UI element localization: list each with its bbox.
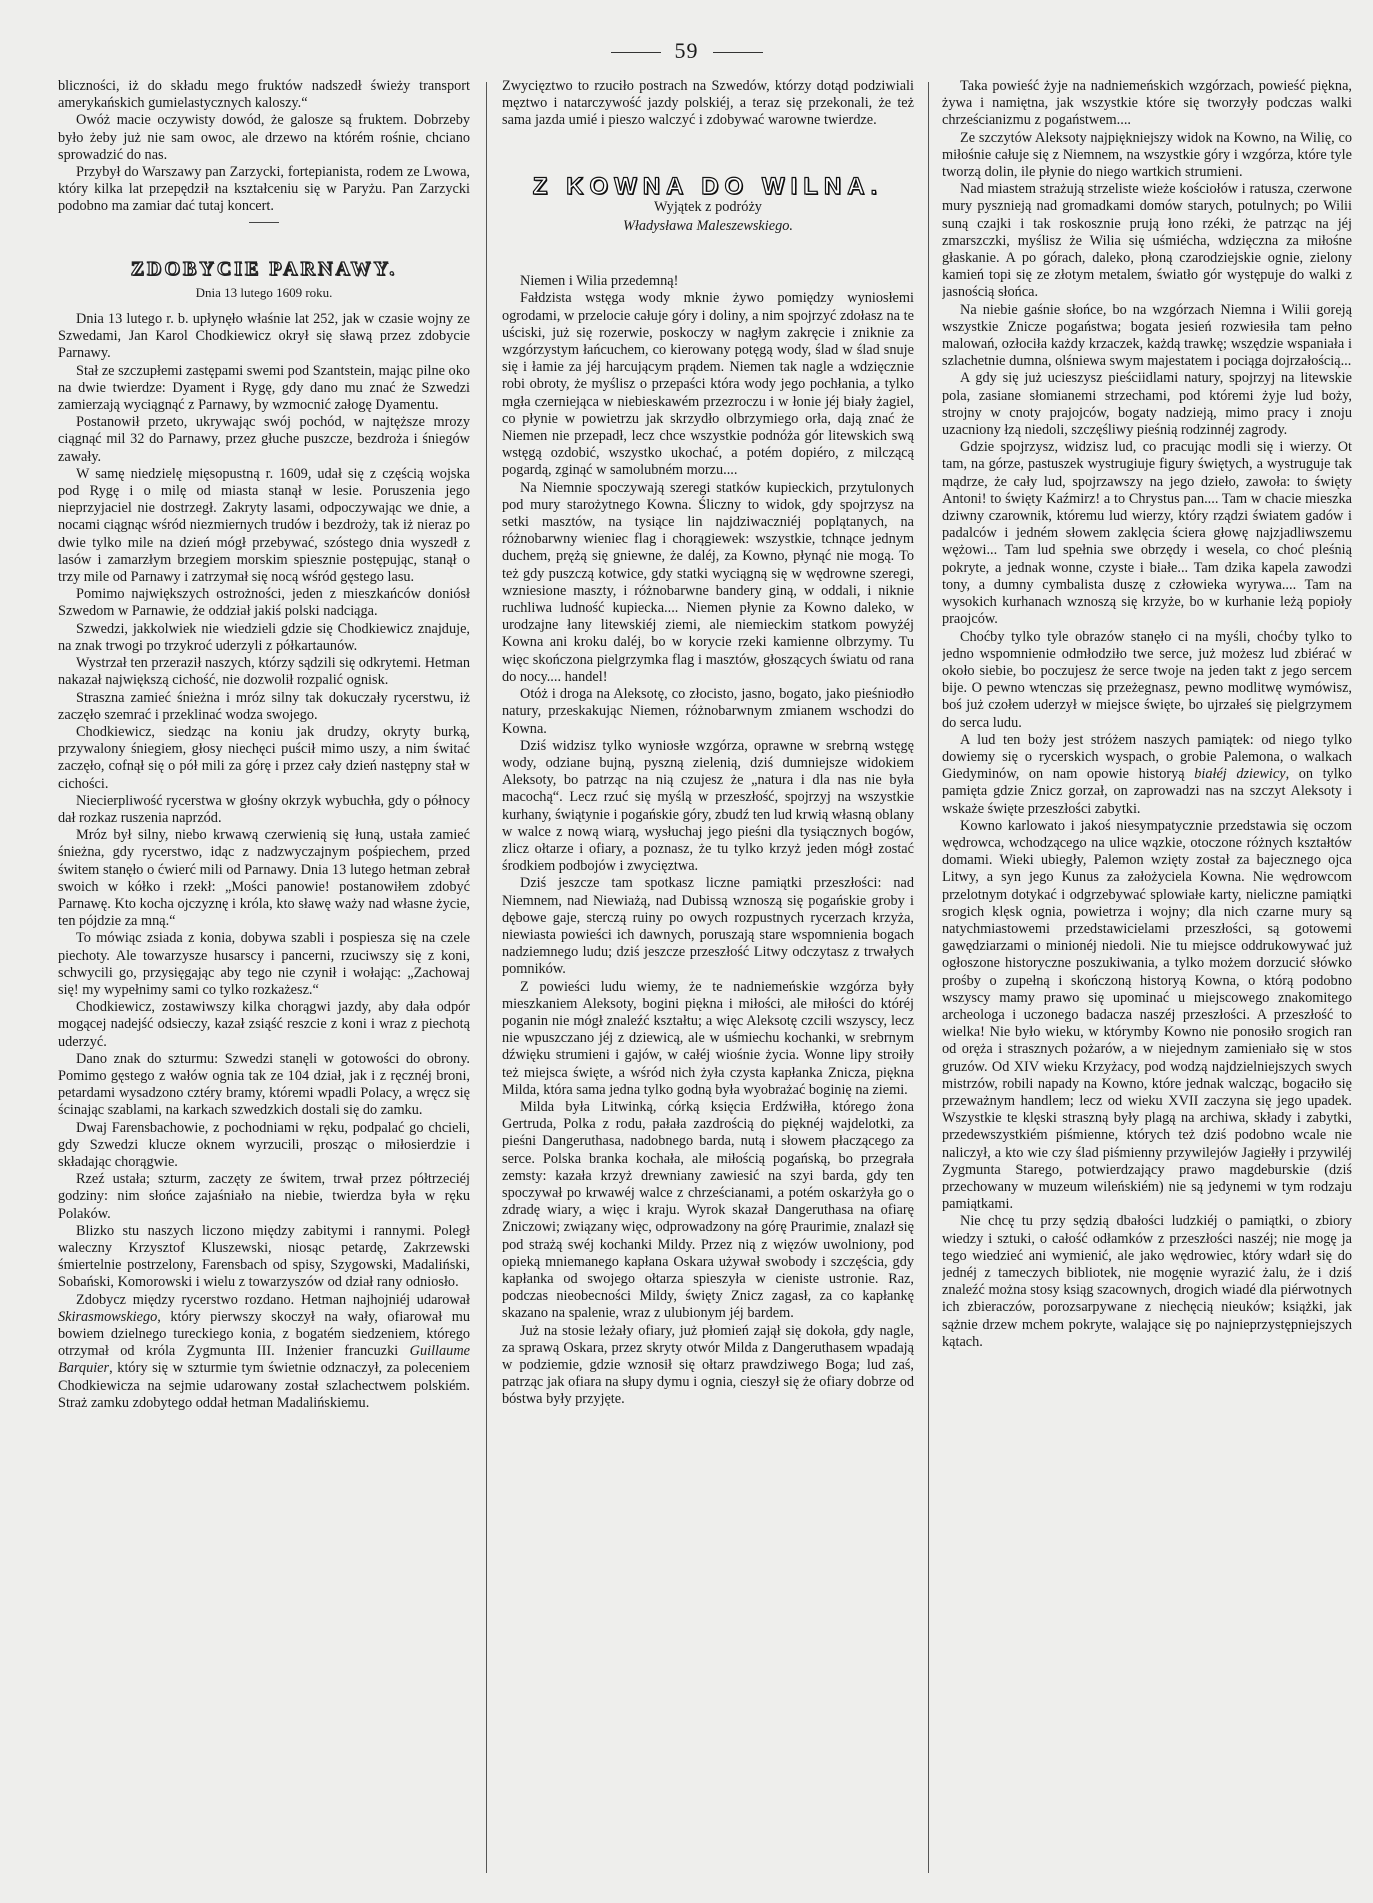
paragraph: Zwycięztwo to rzuciło postrach na Szwedów, którzy dotąd podziwiali męztwo i natarczywość jazdy polskiéj, a teraz się przekonali, że też sama jazda umié i pieszo walczyć i zdobywać warowne twierdze. (502, 78, 914, 129)
column-1 (58, 78, 470, 1883)
paragraph: Niecierpliwość rycerstwa w głośny okrzyk wybuchła, gdy o północy dał rozkaz ruszenia naprzód. (58, 792, 470, 826)
paragraph: Owóż macie oczywisty dowód, że galosze są fruktem. Dobrzeby było żeby już nie sam owoc, ale drzewo na którém rośnie, chciano sprowadzić do nas. (58, 112, 470, 163)
paragraph: Nie chcę tu przy sędzią dbałości ludzkiéj o pamiątki, o zbiory wiedzy i sztuki, o całość odłamków z przeszłości naszéj; nie mogę ja tego wiedzieć ani wymienić, ale jako wędrowiec, który wdarł się do jednéj z tameczych bibliotek, nie mogęnie wyrazić żalu, że i dziś znaleźć można stosy ksiąg szacownych, drogich wiadé dla piérwotnych ich zbieraczów, porozsarpywane z niechęcią nieuków; książki, jak sążnie drzew mchem pokryte, walające się po najnieprzystępniejszych kątach. (942, 1213, 1352, 1350)
paragraph (58, 1292, 470, 1412)
paragraph: Kowno karlowato i jakoś niesympatycznie przedstawia się oczom wędrowca, wchodzącego na ulice wązkie, otoczone różnych kształtów domami. Wieki ubiegły, Palemon wzięty został za bajecznego ojca Litwy, a syn jego Kunus za założyciela Kowna. Nie wędrowcom przelotnym dotykać i odgrzebywać splowiałe karty, nieliczne pamiątki srogich klęsk ognia, powietrza i wojny; dla nich czarne mury są natychmiastowemi przedstawicielami przeszłości, są gotowemi gawędziarzami o minionéj niedoli. Nie tu miejsce oddrukowywać już ogłoszone historyczne poszukiwania, a tylko możem dorzucić słówko prośby o zupełną i skończoną historyą Kowna, o którą podobno wszyscy mamy prawo się upominać u miejscowego znakomitego archeologa i uczonego badacza naszéj przeszłości. A przeszłość to wielka! Nie było wieku, w którymby Kowno nie ponosiło srogich ran od oręża i strasznych pożarów, a w niejednym zamieniało się w stos gruzów. Od XIV wieku Krzyżacy, pod wodzą najdzielniejszych swych mistrzów, robili napady na Kowno, które jednak walcząc, bogaciło się przeważnym handlem; lecz od wieku XVII zaczyna się jego upadek. Wszystkie te klęski straszną były plagą na archiwa, składy i zabytki, przedewszystkiém piśmienne, których też dziś podobno wcale nie naliczył, a kto wie czy ślad piśmienny przywilejów Jagiełły i przywiléj Zygmunta Starego, potwierdzający prawo magdeburskie (dziś przechowany w muzeum wileńskiém) nie są jedynemi w tym rodzaju pamiątkami. (942, 817, 1352, 1213)
paragraph: Blizko stu naszych liczono między zabitymi i rannymi. Poległ waleczny Krzysztof Kluszewski, niosąc petardę, Zakrzewski śmiertelnie postrzelony, Farensbach od spisy, Szygowski, Madaliński, Sobański, Komorowski i wielu z towarzyszów od dział rany odniosło. (58, 1222, 470, 1291)
italic-phrase: białéj dziewicy (1194, 766, 1286, 783)
separator-rule (249, 222, 279, 223)
paragraph: Niemen i Wilia przedemną! (520, 273, 679, 290)
page-number-rule-left (611, 52, 661, 53)
paragraph: Milda była Litwinką, córką księcia Erdźwiłła, którego żona Gertruda, Polka z rodu, pałała zazdrością do pięknéj wajdelotki, za pieśni Dangeruthasa, nadobnego barda, nutą i słowem płaczącego za serce. Polska branka kochała, ale miłością pogańską, bo przegrała zemsty: kazała krzyż drewniany zawiesić na szyi barda, gdy ten spoczywał po krwawéj walce z chrześcianami, a potém oskarżyła go o zdradę wiary, a więc i kraju. Wyrok skazał Dangeruthasa na ofiarę Zniczowi; związany więc, odprowadzony na górę Praurimie, znalazł się pod strażą swéj kochanki Mildy. Przez nią z więzów uwolniony, pod opieką mniemanego kapłana Oskara używał swobody i szczęścia, gdy kapłanka od swojego ołtarza spieszyła w cieniste ustronie. Raz, podczas nieobecności Mildy, święty Znicz zagasł, za co kapłankę skazano na spalenie, wraz z ulubionym jéj bardem. (502, 1098, 914, 1322)
paragraph: Postanowił przeto, ukrywając swój pochód, w najtęższe mrozy ciągnąć mil 32 do Parnawy, przez głuche puszcze, bezdroża i śniegów zawały. (58, 414, 470, 465)
paragraph: Na Niemnie spoczywają szeregi statków kupieckich, przytulonych pod mury starożytnego Kowna. Śliczny to widok, gdy spojrzysz na setki masztów, na tysiące lin najdziwaczniéj poplątanych, na różnobarwny wieniec flag i chorągiewek: wszystkie, tchnące jednym duchem, prężą się gniewne, że daléj, za Kowno, płynąć nie mogą. To też gdy puszczą kotwice, gdy statki wyciągną się w wędrowne szeregi, wzniesione maszty, i różnobarwne bandery giną, w oddali, i niknie ruchliwa ludność kupiecka.... Niemen płynie za Kowno daleko, w urodzajne łany litewskiéj ziemi, ale niemieckim statkom powyżéj Kowna ani kroku daléj, bo w korycie rzeki kamienne olbrzymy. Tu więc skończona pielgrzymka flag i masztów, głoszących światu od rana do nocy.... handel! (502, 479, 914, 685)
paragraph: Z powieści ludu wiemy, że te nadniemeńskie wzgórza były mieszkaniem Aleksoty, bogini piękna i miłości, ale miłości do któréj poganin nie mógł znaleźć kształtu; a więc Aleksotę czcili wszyscy, lecz nie wpuszczano jéj z dziewicą, ale w uśmiechu kochanki, w srebrnym dźwięku strumieni i gajów, w całéj wiośnie życia. Wonne lipy stroiły też miejsca święte, a wśród nich żyła czysta kapłanka Znicza, piękna Milda, która sama jedna tylko godną była wyobrażać boginię na ziemi. (502, 978, 914, 1098)
paragraph: Rzeź ustała; szturm, zaczęty ze świtem, trwał przez półtrzeciéj godziny: nim słońce zajaśniało na niebie, twierdza była w ręku Polaków. (58, 1171, 470, 1222)
column-rule-1 (486, 82, 487, 1873)
paragraph: Chodkiewicz, siedząc na koniu jak drudzy, okryty burką, przywalony śniegiem, głosy niechęci puścił mimo uszy, a nim świtać zaczęło, cofnął się o pół mili za górę i przez cały dzień następny stał w cichości. (58, 723, 470, 792)
page-number-text: 59 (674, 38, 699, 63)
paragraph: Dziś widzisz tylko wyniosłe wzgórza, oprawne w srebrną wstęgę wody, odziane bujną, pyszną zielenią, dziś dumniejsze widokiem Aleksoty, bo patrząc na nią czujesz że „natura i dla nas nie była macochą“. Lecz rzuć się myślą w przeszłość, spojrzyj na wszystkie kurhany, świątynie i pogańskie góry, zbudź ten lud krwią własną oblany w walce z nową wiarą, wysłuchaj jego pieśni dla tysiącznych bogów, zlicz ołtarze i ofiary, a poznasz, że tu tylko krzyż jeden mógł zostać środkiem podbojów i zwycięztwa. (502, 737, 914, 875)
paragraph: Już na stosie leżały ofiary, już płomień zajął się dokoła, gdy nagle, za sprawą Oskara, przez skryty otwór Milda z Dangeruthasem wpadają w podziemie, gdzie wznosił się ołtarz prawdziwego Boga; lud zaś, patrząc jak ofiara na słupy dymu i ognia, cieszył się że ofiary dobrze od bóstwa były przyjęte. (502, 1322, 914, 1408)
paragraph: Dnia 13 lutego r. b. upłynęło właśnie lat 252, jak w czasie wojny ze Szwedami, Jan Karol Chodkiewicz okrył się sławą przez zdobycie Parnawy. (58, 311, 470, 362)
text-run: A lud ten boży jest stróżem naszych pamiątek: od niego tylko dowiemy się o rycerskich wyspach, o grobie Palemona, o walkach Giedyminów, on nam opowie historyą (942, 731, 1352, 783)
article-heading: Z KOWNA DO WILNA. (532, 172, 884, 200)
article-subtitle: Wyjątek z podróży (654, 198, 762, 215)
page-number (0, 38, 1373, 64)
paragraph: Dano znak do szturmu: Szwedzi stanęli w gotowości do obrony. Pomimo gęstego z wałów ognia tak ze 104 dział, jak i z ręcznéj broni, petardami wysadzono cztéry bramy, któremi wpadli Polacy, a wręcz się ścinając szablami, na karkach szwedzkich dostali się do zamku. (58, 1050, 470, 1119)
paragraph: Choćby tylko tyle obrazów stanęło ci na myśli, choćby tylko to jedno wspomnienie odmłodziło twe serce, już możesz lud zbiérać w około siebie, bo poczujesz że serce twoje na jeden takt z jego sercem bije. O pewno wtenczas się przeżegnasz, pewno modlitwę wymówisz, boś już czołem uderzył w miejsce święte, bo ujrzałeś się pielgrzymem do serca ludu. (942, 628, 1352, 731)
italic-name: Skirasmowskiego (58, 1308, 158, 1325)
italic-name: Guillaume Barquier (58, 1343, 470, 1377)
text-run: , który się w szturmie tym świetnie odznaczył, za poleceniem Chodkiewicza na sejmie udarowany został szlachectwem polskiém. Straż zamku zdobytego oddał hetman Madalińskiemu. (58, 1360, 470, 1411)
paragraph: Otóż i droga na Aleksotę, co złocisto, jasno, bogato, jako pieśniodło natury, przeskakując Niemen, różnobarwnym zmianem wschodzi do Kowna. (502, 686, 914, 737)
paragraph: bliczności, iż do składu mego fruktów nadszedł świeży transport amerykańskich gumielastycznych kaloszy.“ (58, 78, 470, 112)
paragraph: Wystrzał ten przeraził naszych, którzy sądzili się odkrytemi. Hetman nakazał największą cichość, nie dozwolił rozpalić ognisk. (58, 655, 470, 689)
paragraph: Mróz był silny, niebo krwawą czerwienią się łuną, ustała zamieć śnieżna, gdy rycerstwo, idąc z nadzwyczajnym pośpiechem, przed świtem stanęło o ćwierć mili od Parnawy. Dnia 13 lutego hetman zebrał swoich w kółko i rzekł: „Mości panowie! postanowiłem zdobyć Parnawę. Kto kocha ojczyznę i króla, kto sławę waży nad własne życie, ten pójdzie za mną.“ (58, 827, 470, 930)
paragraph: Chodkiewicz, zostawiwszy kilka chorągwi jazdy, aby dała odpór mogącej nadejść odsieczy, kazał zsiąść reszcie z koni i wraz z piechotą uderzyć. (58, 999, 470, 1050)
paragraph: Dwaj Farensbachowie, z pochodniami w ręku, podpalać go chcieli, gdy Szwedzi klucze oknem wyrzucili, prosząc o miłosierdzie i składając chorągwie. (58, 1119, 470, 1170)
text-run: Zdobycz między rycerstwo rozdano. Hetman najhojniéj udarował (76, 1291, 470, 1308)
paragraph: Pomimo największych ostrożności, jeden z mieszkańców doniósł Szwedom w Parnawie, że oddział jakiś polski nadciąga. (58, 586, 470, 620)
article-dateline: Dnia 13 lutego 1609 roku. (195, 284, 333, 300)
paragraph (942, 732, 1352, 818)
paragraph: Na niebie gaśnie słońce, bo na wzgórzach Niemna i Wilii goreją wszystkie Znicze pogaństwa; bogata jesień rozwiesiła tam pełno malowań, ozłociła każdy krzaczek, każdą trawkę; wszędzie wspaniała i szlachetnie dumna, olśniewa swym majestatem i pociąga dojrzałością... (942, 301, 1352, 370)
paragraph: Gdzie spojrzysz, widzisz lud, co pracując modli się i wierzy. Ot tam, na górze, pastuszek wystrugiuje figury świętych, a wystruguje tak mądrze, że cały lud, spojrzawszy na jego dzieło, zawoła: to święty Antoni! to święty Kaźmirz! a to Chrystus pan.... Tam w chacie mieszka dziwny czarownik, któremu lud wierzy, który rządzi światem gadów i padalców i jedném słowem zaklęcia ściera głowę najzjadliwszemu wężowi... Tam lud spełnia swe obrzędy i wesela, co choć pleśnią pokryte, a jednak wonne, czyste i białe... Tam dzika kapela zawodzi tony, a dumny cymbalista duszę z człowieka wyrywa.... Tam na wysokich kurhanach wznoszą się krzyże, bo w kurhanie leżą popioły praojców. (942, 439, 1352, 628)
column-rule-2 (928, 82, 929, 1873)
paragraph: A gdy się już ucieszysz pieściidlami natury, spojrzyj na litewskie pola, zasiane słomianemi strzechami, pod któremi żyje lud boży, strojny w cnoty prajojców, bogaty nadzieją, mimo pracy i znoju uzacniony łzą niedoli, szczęśliwy pieśnią rodzinnéj zagrody. (942, 370, 1352, 439)
paragraph: W samę niedzielę mięsopustną r. 1609, udał się z częścią wojska pod Rygę i o milę od miasta stanął w lesie. Poruszenia jego nieprzyjaciel nie dostrzegł. Zakryty lasami, odpoczywając we dnie, a nocami ciągnąc wśród niezmiernych trudów i bezdroży, tak iż nieraz po dwie tylko mile na dzień mógł przebywać, szóstego dnia wyszedł z lasów i zamarzłym brzegiem morskim spiesznie postępując, stanął o trzy mile od Parnawy i zatrzymał się nocą wśród gęstego lasu. (58, 465, 470, 586)
paragraph: Taka powieść żyje na nadniemeńskich wzgórzach, powieść piękna, żywa i namiętna, jak wszystkie które się tworzyły podczas walki chrześcianizmu z pogaństwem.... (942, 78, 1352, 129)
paragraph: Nad miastem strażują strzeliste wieże kościołów i ratusza, czerwone mury pysznieją nad gromadkami domów starych, potulnych; po Wilii suną czajki i tak roskosznie prują łono rzéki, że patrząc na jéj zmarszczki, myślisz że Wilia się uśmiécha, wdzięczna za miłośne głaskanie. A po górach, daleko, płoną czarodziejskie ognie, zielony kamień topi się ze złotym metalem, światło gór występuje do walki z jasnością słońca. (942, 181, 1352, 301)
paragraph: Szwedzi, jakkolwiek nie wiedzieli gdzie się Chodkiewicz znajduje, na znak trwogi po trzykroć uderzyli z półkartaunów. (58, 620, 470, 654)
article-heading: ZDOBYCIE PARNAWY. (130, 257, 398, 280)
paragraph: Przybył do Warszawy pan Zarzycki, fortepianista, rodem ze Lwowa, który kilka lat przepędził na kształceniu się w Paryżu. Pan Zarzycki podobno ma zamiar dać tutaj koncert. (58, 164, 470, 215)
paragraph: To mówiąc zsiada z konia, dobywa szabli i pospiesza się na czele piechoty. Ale towarzysze husarscy i pancerni, rzuciwszy się z koni, schwycili go, przysięgając aby tego nie czynił i wołając: „Zachowaj się! my wypełnimy sami co tylko rozkażesz.“ (58, 930, 470, 998)
paragraph: Ze szczytów Aleksoty najpiękniejszy widok na Kowno, na Wilię, co miłośnie całuje się z Niemnem, na wszystkie góry i wzgórza, które tyle tworzą dolin, ile płynie do niego wartkich strumieni. (942, 129, 1352, 181)
page-number-rule-right (713, 52, 763, 53)
text-run: , on tylko pamięta gdzie Znicz gorzał, on zaprowadzi nas na szczyt Aleksoty i wskaże święte przeszłości zabytki. (942, 766, 1352, 817)
paragraph: Fałdzista wstęga wody mknie żywo pomiędzy wyniosłemi ogrodami, w przelocie całuje góry i doliny, a nim spojrzyć zdołasz na te uściski, już się rozerwie, poskoczy w nagłym zakręcie i zniknie za wzgórzystym łańcuchem, co kierowany potęgą wody, ślad w ślad snuje się i łamie za jéj harcującym prądem. Niemen tak nagle a wdzięcznie robi obroty, że myślisz o przepaści która wody jego pochłania, a tylko mgła czerniejąca w niebieskawém przezroczu i w łonie jéj biały żagiel, co płynie w powietrzu jak skrzydło olbrzymiego orła, dają znać że Niemen nie przepadł, lecz chce wszystkie podnóża gór litewskich swą wstęgą ozdobić, wszystko ukochać, a potém dopiéro, z milczącą pogardą, zginąć w samolubném morzu.... (502, 290, 914, 479)
text-run: , który pierwszy skoczył na wały, ofiarował mu bowiem dzielnego tureckiego konia, z bogatém siedzeniem, którego otrzymał od króla Zygmunta III. Inżenier francuzki (58, 1308, 470, 1360)
column-3 (942, 78, 1352, 1883)
column-2 (502, 78, 914, 1883)
paragraph: Dziś jeszcze tam spotkasz liczne pamiątki przeszłości: nad Niemnem, nad Niewiażą, nad Dubissą wznoszą się pogańskie groby i dębowe gaje, sterczą ruiny po owych rozpustnych rycerzach krzyża, niewiasta powieści ich dawnych, poruszają stare wspomnienia bogach nadziemnego ludu; dziś jeszcze przeszłość Litwy odczytasz z trwałych pomników. (502, 875, 914, 978)
paragraph: Stał ze szczupłemi zastępami swemi pod Szantstein, mając pilne oko na dwie twierdze: Dyament i Rygę, gdy dano mu znać że Szwedzi zamierzają wyciągnąć z Parnawy, by wzmocnić załogę Dyamentu. (58, 362, 470, 414)
article-author: Władysława Maleszewskiego. (623, 218, 793, 235)
paragraph: Straszna zamieć śnieżna i mróz silny tak dokuczały rycerstwu, iż zaczęło szemrać i przeklinać wodza swojego. (58, 689, 470, 723)
